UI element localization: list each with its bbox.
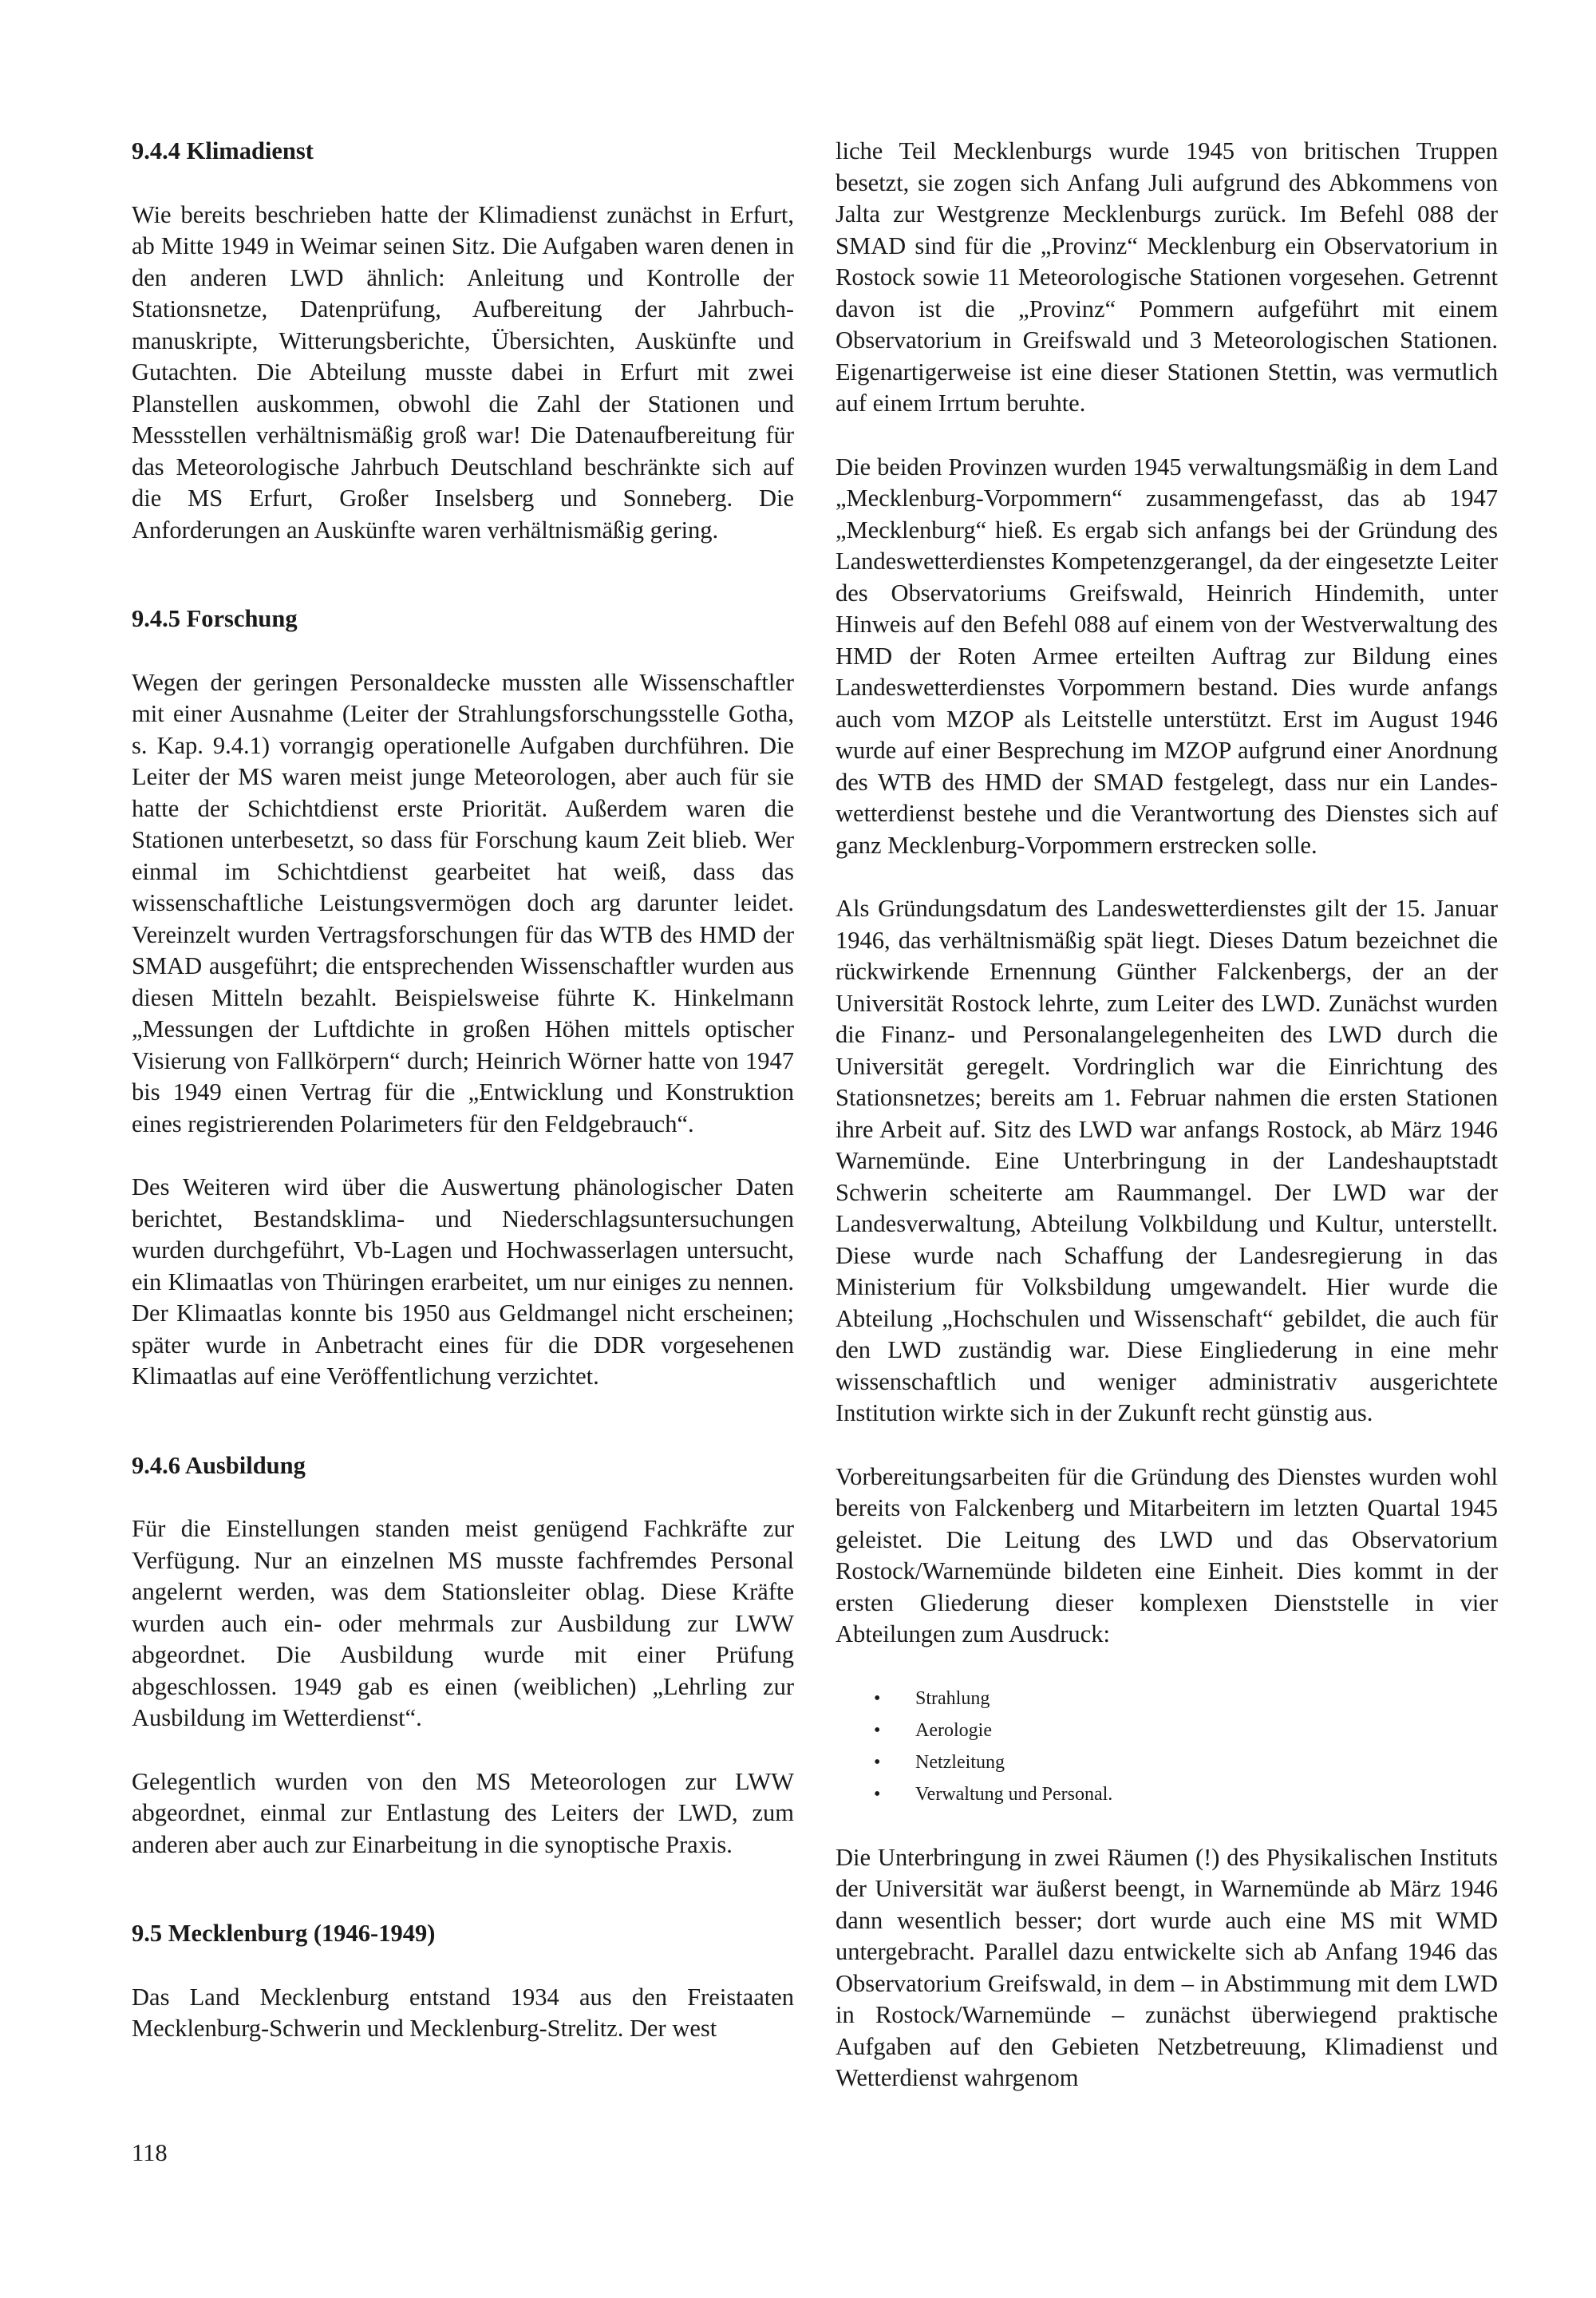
- list-item: • Netzleitung: [874, 1746, 1498, 1778]
- paragraph: Als Gründungsdatum des Landeswetterdienstes gilt der 15. Januar 1946, das verhältnismäßig spät liegt. Dieses Datum bezeichnet die rückwirkende Ernennung Günther Falckenbergs, der an der Universität Rostock lehrte, zum Leiter des LWD. Zunächst wurden die Finanz- und Personalangelegenheiten des LWD durch die Universität geregelt. Vordringlich war die Einrichtung des Stationsnetzes; bereits am 1. Februar nahmen die ersten Stationen ihre Arbeit auf. Sitz des LWD war anfangs Rostock, ab März 1946 Warnemünde. Eine Unterbringung in der Landeshauptstadt Schwerin scheiterte am Raummangel. Der LWD war der Landesverwaltung, Abteilung Volkbildung und Kultur, unterstellt. Diese wurde nach Schaffung der Landesregierung in das Ministerium für Volksbildung umgewandelt. Hier wurde die Abteilung „Hochschulen und Wissenschaft“ gebildet, die auch für den LWD zuständig war. Diese Eingliederung in eine mehr wissenschaftlich und weniger administrativ ausgerichtete Institution wirkte sich in der Zukunft recht günstig aus.: [836, 895, 1498, 1426]
- section-9-4-6: [132, 1450, 794, 1861]
- section-heading: 9.4.4 Klimadienst: [132, 137, 314, 164]
- paragraph: Gelegentlich wurden von den MS Meteorologen zur LWW abgeordnet, einmal zur Entlastung des Leiters der LWD, zum anderen aber auch zur Einarbeitung in die synoptische Praxis.: [132, 1767, 794, 1858]
- section-heading: 9.4.5 Forschung: [132, 605, 298, 632]
- paragraph: Für die Einstellungen standen meist genügend Fachkräfte zur Verfügung. Nur an einzelnen MS musste fachfremdes Personal angelernt werden, was dem Stationsleiter oblag. Diese Kräfte wurden auch ein- oder mehrmals zur Ausbildung zur LWW abgeordnet. Die Ausbildung wurde mit einer Prüfung abgeschlossen. 1949 gab es einen (weiblichen) „Lehrling zur Ausbildung im Wetterdienst“.: [132, 1515, 794, 1731]
- list-item: • Verwaltung und Personal.: [874, 1778, 1498, 1810]
- paragraph: Wie bereits beschrieben hatte der Klimadienst zunächst in Erfurt, ab Mitte 1949 in Weimar seinen Sitz. Die Aufgaben waren denen in den anderen LWD ähnlich: Anleitung und Kontrolle der Stationsnetze, Datenprüfung, Aufbereitung der Jahrbuchmanuskripte, Witterungsberichte, Übersichten, Auskünfte und Gutachten. Die Abteilung musste dabei in Erfurt mit zwei Planstellen auskommen, obwohl die Zahl der Stationen und Messstellen verhältnismäßig groß war! Die Datenaufbereitung für das Meteorologische Jahrbuch Deutschland beschränkte sich auf die MS Erfurt, Großer Inselsberg und Sonneberg. Die Anforderungen an Auskünfte waren verhältnismäßig gering.: [132, 200, 794, 544]
- section-heading: 9.4.6 Ausbildung: [132, 1451, 306, 1479]
- left-column: [132, 136, 794, 2102]
- section-heading: 9.5 Mecklenburg (1946-1949): [132, 1920, 436, 1947]
- list-item: • Aerologie: [874, 1715, 1498, 1746]
- section-9-4-5: [132, 603, 794, 1393]
- paragraph: Die beiden Provinzen wurden 1945 verwaltungsmäßig in dem Land „Mecklenburg-Vorpommern“ zusammengefasst, das ab 1947 „Mecklenburg“ hieß. Es ergab sich anfangs bei der Gründung des Landeswetterdienstes Kompetenzgerangel, da der eingesetzte Leiter des Observatoriums Greifswald, Heinrich Hindemith, unter Hinweis auf den Befehl 088 auf einem von der Westverwaltung des HMD der Roten Armee erteilten Auftrag zur Bildung eines Landeswetterdienstes Vorpommern bestand. Dies wurde anfangs auch vom MZOP als Leitstelle unterstützt. Erst im August 1946 wurde auf einer Besprechung im MZOP aufgrund einer Anordnung des WTB des HMD der SMAD festgelegt, dass nur ein Landeswetterdienst bestehe und die Verantwortung des Dienstes sich auf ganz Mecklenburg-Vorpommern erstrecken solle.: [836, 453, 1498, 859]
- department-list: [836, 1683, 1498, 1810]
- section-9-5: [132, 1918, 794, 2045]
- paragraph: liche Teil Mecklenburgs wurde 1945 von britischen Truppen besetzt, sie zogen sich Anfang Juli aufgrund des Abkommens von Jalta zur Westgrenze Mecklenburgs zurück. Im Befehl 088 der SMAD sind für die „Provinz“ Mecklenburg ein Observatorium in Rostock sowie 11 Meteorologische Stationen vorgesehen. Getrennt davon ist die „Provinz“ Pommern aufgeführt mit einem Observatorium in Greifswald und 3 Meteorologischen Stationen. Eigenartigerweise ist eine dieser Stationen Stettin, was vermutlich auf einem Irrtum beruhte.: [836, 137, 1498, 417]
- paragraph: Wegen der geringen Personaldecke mussten alle Wissenschaftler mit einer Ausnahme (Leiter der Strahlungsforschungsstelle Gotha, s. Kap. 9.4.1) vorrangig operationelle Aufgaben durchführen. Die Leiter der MS waren meist junge Meteorologen, aber auch für sie hatte der Schichtdienst erste Priorität. Außerdem waren die Stationen unterbesetzt, so dass für Forschung kaum Zeit blieb. Wer einmal im Schichtdienst gearbeitet hat weiß, dass das wissenschaftliche Leistungsvermögen doch arg darunter leidet. Vereinzelt wurden Vertragsforschungen für das WTB des HMD der SMAD ausgeführt; die entsprechenden Wissenschaftler wurden aus diesen Mitteln bezahlt. Beispielsweise führte K. Hinkelmann „Messungen der Luftdichte in großen Höhen mittels optischer Visierung von Fallkörpern“ durch; Heinrich Wörner hatte von 1947 bis 1949 einen Vertrag für die „Entwicklung und Konstruktion eines registrierenden Polarimeters für den Feldgebrauch“.: [132, 668, 794, 1137]
- section-9-4-4: [132, 136, 794, 546]
- right-column: [836, 136, 1498, 2126]
- paragraph: Des Weiteren wird über die Auswertung phänologischer Daten berichtet, Bestandsklima- und Niederschlagsuntersuchungen wurden durchgeführt, Vb-Lagen und Hochwasserlagen untersucht, ein Klimaatlas von Thüringen erarbeitet, um nur einiges zu nennen. Der Klimaatlas konnte bis 1950 aus Geldmangel nicht erscheinen; später wurde in Anbetracht eines für die DDR vorgesehenen Klimaatlas auf eine Veröffentlichung verzichtet.: [132, 1173, 794, 1390]
- page-number: 118: [132, 2139, 168, 2166]
- list-item: • Strahlung: [874, 1683, 1498, 1715]
- paragraph: Vorbereitungsarbeiten für die Gründung des Dienstes wurden wohl bereits von Falckenberg und Mitarbeitern im letzten Quartal 1945 geleistet. Die Leitung des LWD und das Observatorium Rostock/Warnemünde bildeten eine Einheit. Dies kommt in der ersten Gliederung dieser komplexen Dienststelle in vier Abteilungen zum Ausdruck:: [836, 1462, 1498, 1647]
- paragraph: Das Land Mecklenburg entstand 1934 aus den Freistaaten Mecklenburg-Schwerin und Mecklenburg-Strelitz. Der west: [132, 1983, 794, 2042]
- paragraph: Die Unterbringung in zwei Räumen (!) des Physikalischen Instituts der Universität war äußerst beengt, in Warnemünde ab März 1946 dann wesentlich besser; dort wurde auch eine MS mit WMD untergebracht. Parallel dazu entwickelte sich ab Anfang 1946 das Observatorium Greifswald, in dem – in Abstimmung mit dem LWD in Rostock/Warnemünde – zunächst überwiegend praktische Aufgaben auf den Gebieten Netzbetreuung, Klimadienst und Wetterdienst wahrgenom: [836, 1843, 1498, 2091]
